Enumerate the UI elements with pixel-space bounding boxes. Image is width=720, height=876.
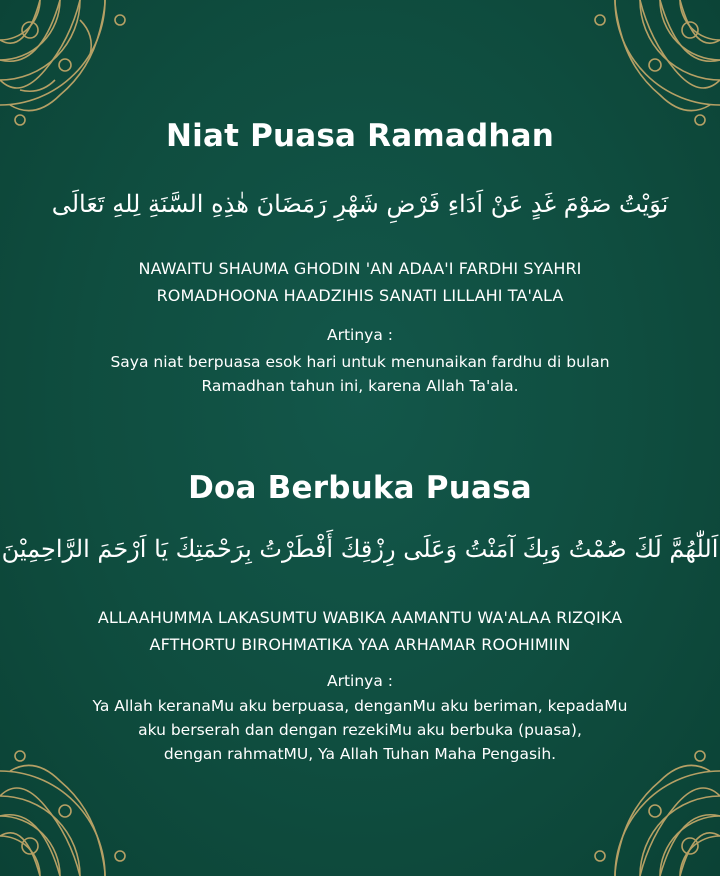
niat-arabic-text: نَوَيْتُ صَوْمَ غَدٍ عَنْ اَدَاءِ فَرْضِ شَهْرِ رَمَضَانَ هٰذِهِ السَّنَةِ لِلهِ تَعَالَى (51, 190, 669, 218)
doa-arabic-text: اَللّٰهُمَّ لَكَ صُمْتُ وَبِكَ آمَنْتُ وَعَلَى رِزْقِكَ أَفْطَرْتُ بِرَحْمَتِكَ يَا اَرْحَمَ الرَّاحِمِيْنَ (1, 535, 719, 563)
niat-meaning-line: Ramadhan tahun ini, karena Allah Ta'ala. (201, 377, 519, 395)
niat-meaning-block (0, 326, 720, 398)
doa-meaning-line: Ya Allah keranaMu aku berpuasa, denganMu aku beriman, kepadaMu (92, 697, 628, 715)
doa-arabic-block (0, 535, 720, 563)
niat-meaning-line: Saya niat berpuasa esok hari untuk menunaikan fardhu di bulan (110, 353, 610, 371)
niat-meaning-label: Artinya : (326, 326, 393, 344)
niat-section (0, 118, 720, 154)
doa-meaning-block (0, 672, 720, 766)
doa-meaning-label: Artinya : (326, 672, 393, 690)
niat-latin-line: NAWAITU SHAUMA GHODIN 'AN ADAA'I FARDHI SYAHRI (138, 259, 582, 278)
niat-title: Niat Puasa Ramadhan (165, 118, 555, 154)
doa-meaning-line: dengan rahmatMU, Ya Allah Tuhan Maha Pengasih. (163, 745, 557, 763)
doa-section (0, 470, 720, 506)
niat-arabic-block (0, 190, 720, 218)
doa-title: Doa Berbuka Puasa (188, 470, 532, 506)
doa-latin-line: ALLAAHUMMA LAKASUMTU WABIKA AAMANTU WA'ALAA RIZQIKA (97, 608, 623, 627)
niat-latin-line: ROMADHOONA HAADZIHIS SANATI LILLAHI TA'ALA (156, 286, 564, 305)
niat-latin-block (0, 255, 720, 309)
doa-meaning-line: aku berserah dan dengan rezekiMu aku berbuka (puasa), (138, 721, 582, 739)
doa-latin-block (0, 604, 720, 658)
doa-latin-line: AFTHORTU BIROHMATIKA YAA ARHAMAR ROOHIMIIN (149, 635, 571, 654)
